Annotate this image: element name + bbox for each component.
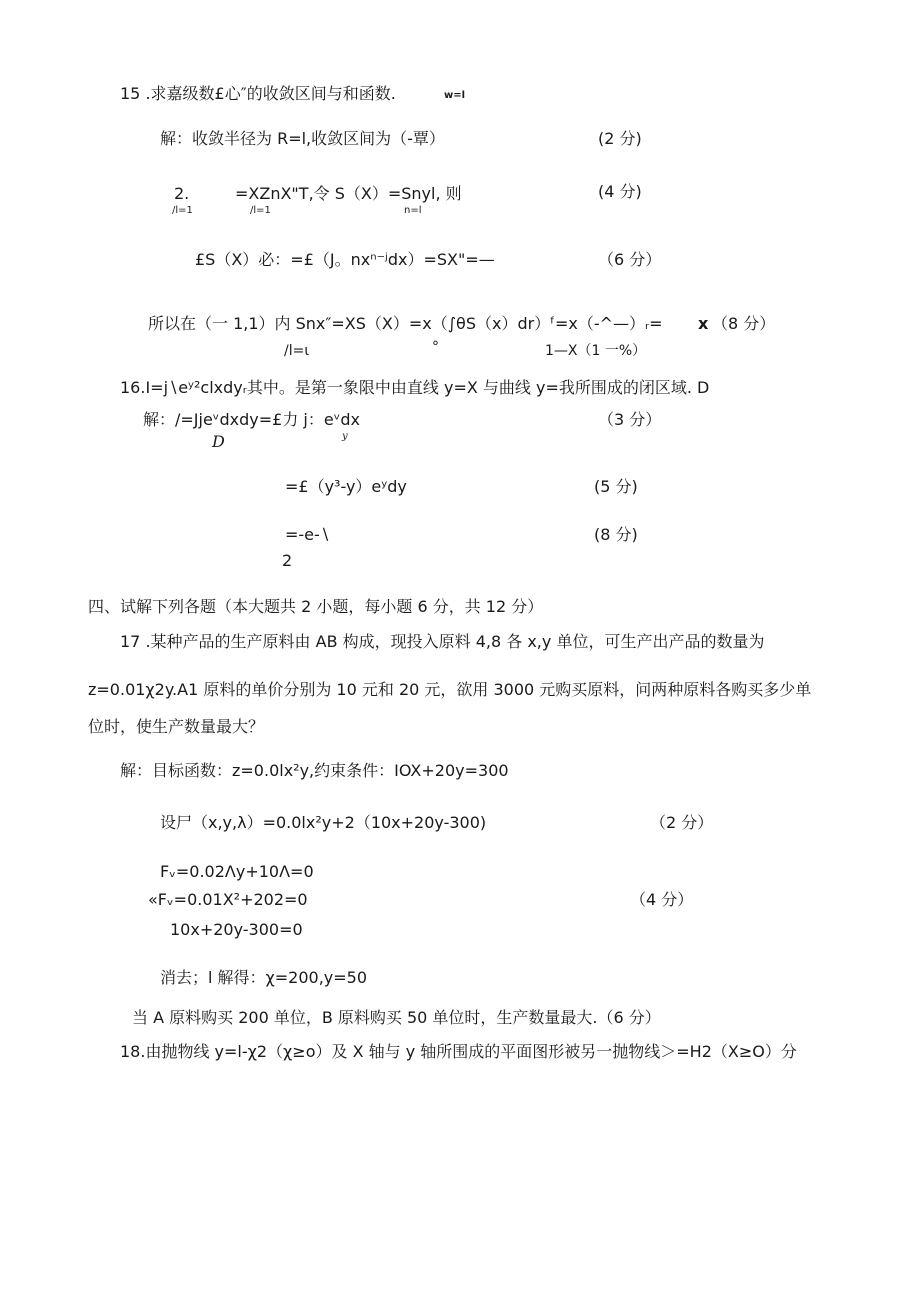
q16-solution-3: =-e-∖ [285,525,330,544]
q17-line-3: 位时，使生产数量最大？ [88,717,265,736]
q15-solution-4-sub2: ° [432,339,439,355]
q17-solution-2: 设尸（x,y,λ）=0.0lx²y+2（10x+20y-300) [160,813,487,832]
q15-solution-2: =XZnX"T,令 S（X）=Snyl, 则 [235,184,462,203]
q16-solution-3-den: 2 [282,551,293,570]
q15-solution-3: £S（X）必：=£（J。nxⁿ⁻ʲdx）=SX"=— [195,250,495,269]
q15-solution-2-sub3: n=l [404,205,422,216]
q16-score-2: (5 分) [594,477,638,496]
q17-line-1: 17 .某种产品的生产原料由 AB 构成，现投入原料 4,8 各 x,y 单位，可生产出产品的数量为 [120,632,765,651]
q17-solution-1: 解：目标函数：z=0.0lx²y,约束条件：IOX+20y=300 [120,761,509,780]
q17-conclusion: 当 A 原料购买 200 单位，B 原料购买 50 单位时，生产数量最大.（6 分） [132,1008,661,1027]
q15-solution-2-sub1: /l=1 [172,205,193,216]
q17-score-3: （4 分） [630,890,694,909]
q16-solution-1-d: D [212,432,225,451]
q15-score-3: （6 分） [598,250,662,269]
q18-line-1: 18.由抛物线 y=l-χ2（χ≥o）及 X 轴与 y 轴所围成的平面图形被另一抛物线＞=H2（X≥O）分 [120,1042,797,1061]
q15-solution-2-sub2: /l=1 [250,205,271,216]
q16-solution-2: =£（y³-y）eʸdy [285,477,407,496]
q15-solution-4-x: x [698,314,709,333]
q15-solution-4-sub1: /l=ι [284,343,310,359]
q17-equation-1: Fᵥ=0.02Λy+10Λ=0 [160,862,314,881]
q15-solution-4: 所以在（一 1,1）内 Snx″=XS（X）=x（∫θS（x）dr）ᶠ=x（-^—）ᵣ= [148,314,663,333]
q16-score-1: （3 分） [598,410,662,429]
q17-solution-3: 消去；l 解得：χ=200,y=50 [160,968,368,987]
q17-equation-2: «Fᵥ=0.01X²+202=0 [148,890,308,909]
q17-line-2: z=0.01χ2y.A1 原料的单价分别为 10 元和 20 元，欲用 3000 元购买原料，问两种原料各购买多少单 [88,680,812,699]
q15-stem: 15 .求嘉级数£心″的收敛区间与和函数. [120,84,396,103]
q15-stem-sub: w=l [444,90,466,101]
q15-score-2: (4 分) [598,182,642,201]
q15-solution-1: 解：收敛半径为 R=l,收敛区间为（-覃） [160,129,445,148]
q16-score-3: (8 分) [594,525,638,544]
q16-solution-1: 解：/=Jjeᵛdxdy=£力 j：eᵛdx [143,410,360,429]
q15-solution-4-sub3: 1—X（1 一%） [545,343,647,359]
q15-solution-2-num: 2. [174,184,190,203]
q16-stem: 16.I=j∖eʸ²clxdyᵣ其中。是第一象限中由直线 y=X 与曲线 y=我所围成的闭区域. D [120,378,710,397]
section-4-heading: 四、试解下列各题（本大题共 2 小题，每小题 6 分，共 12 分） [88,597,544,616]
q17-score-2: （2 分） [650,813,714,832]
q16-solution-1-sub-y: y [342,431,348,442]
q15-score-4: （8 分） [712,314,776,333]
q17-equation-3: 10x+20y-300=0 [170,920,303,939]
q15-score-1: (2 分) [598,129,642,148]
